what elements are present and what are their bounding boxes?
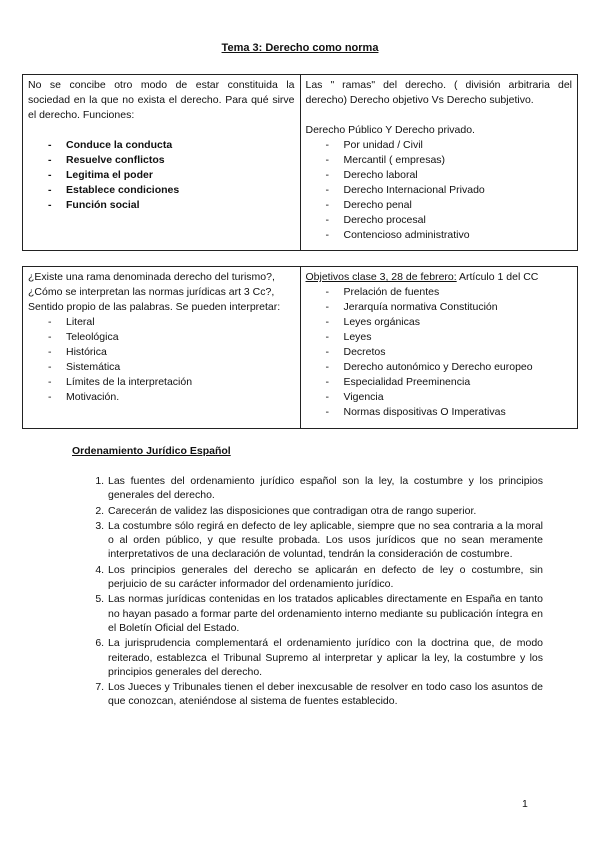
- objectives-heading-rest: Artículo 1 del CC: [456, 271, 539, 283]
- functions-intro: No se concibe otro modo de estar constituida la sociedad en la que no exista el derecho. Para qué sirve el derecho. Funciones:: [28, 79, 295, 121]
- list-item: - Vigencia: [326, 390, 573, 405]
- list-item: - Derecho procesal: [326, 213, 573, 228]
- list-item: - Límites de la interpretación: [48, 375, 295, 390]
- articles-list: [90, 474, 543, 710]
- page-number: 1: [522, 798, 528, 810]
- list-item: - Sistemática: [48, 360, 295, 375]
- list-item: - Por unidad / Civil: [326, 138, 573, 153]
- list-item: - Función social: [48, 198, 295, 213]
- list-item: - Motivación.: [48, 390, 295, 405]
- functions-list: [28, 138, 295, 213]
- interpretation-cell: [23, 267, 301, 429]
- list-item: - Mercantil ( empresas): [326, 153, 573, 168]
- article-item: 3. La costumbre sólo regirá en defecto de ley aplicable, siempre que no sea contraria a la moral o al orden público, y que resulte probada. Los usos jurídicos que no sean meramente interpretativos de una declaración de voluntad, tendrán la consideración de costumbre.: [107, 519, 543, 562]
- list-item: - Contencioso administrativo: [326, 228, 573, 243]
- list-item: - Leyes orgánicas: [326, 315, 573, 330]
- objectives-heading: [306, 270, 573, 285]
- list-item: - Especialidad Preeminencia: [326, 375, 573, 390]
- list-item: - Derecho autonómico y Derecho europeo: [326, 360, 573, 375]
- list-item: - Literal: [48, 315, 295, 330]
- list-item: - Derecho laboral: [326, 168, 573, 183]
- page-title: Tema 3: Derecho como norma: [221, 42, 379, 54]
- list-item: - Leyes: [326, 330, 573, 345]
- article-item: 2. Carecerán de validez las disposiciones que contradigan otra de rango superior.: [107, 504, 543, 518]
- list-item: - Legitima el poder: [48, 168, 295, 183]
- list-item: - Conduce la conducta: [48, 138, 295, 153]
- list-item: - Histórica: [48, 345, 295, 360]
- public-private-heading: Derecho Público Y Derecho privado.: [305, 124, 475, 136]
- article-item: 7. Los Jueces y Tribunales tienen el deber inexcusable de resolver en todo caso los asuntos de que conozcan, ateniéndose al sistema de fuentes establecido.: [107, 680, 543, 709]
- interpretation-list: [28, 315, 295, 405]
- article-item: 6. La jurisprudencia complementará el ordenamiento jurídico con la doctrina que, de modo reiterado, establezca el Tribunal Supremo al interpretar y aplicar la ley, la costumbre y los principios generales del derecho.: [107, 636, 543, 679]
- branches-intro: Las " ramas" del derecho. ( división arbitraria del derecho) Derecho objetivo Vs Derecho subjetivo.: [305, 79, 572, 106]
- article-item: 4. Los principios generales del derecho se aplicarán en defecto de ley o costumbre, sin perjuicio de su carácter informador del ordenamiento jurídico.: [107, 563, 543, 592]
- list-item: - Decretos: [326, 345, 573, 360]
- interpretation-intro: ¿Existe una rama denominada derecho del turismo?, ¿Cómo se interpretan las normas jurídicas art 3 Cc?, Sentido propio de las palabras. Se pueden interpretar:: [28, 271, 281, 313]
- objectives-heading-underlined: Objetivos clase 3, 28 de febrero:: [305, 271, 457, 283]
- objectives-list: [306, 285, 573, 420]
- article-item: 5. Las normas jurídicas contenidas en los tratados aplicables directamente en España en tanto no hayan pasado a formar parte del ordenamiento interno mediante su publicación íntegra en el Boletín Oficial del Estado.: [107, 592, 543, 635]
- list-item: - Teleológica: [48, 330, 295, 345]
- list-item: - Resuelve conflictos: [48, 153, 295, 168]
- functions-cell: [23, 75, 301, 251]
- list-item: - Normas dispositivas O Imperativas: [326, 405, 573, 420]
- objectives-cell: [300, 267, 578, 429]
- list-item: - Prelación de fuentes: [326, 285, 573, 300]
- list-item: - Establece condiciones: [48, 183, 295, 198]
- branches-list: [306, 138, 573, 243]
- section-title: Ordenamiento Jurídico Español: [72, 445, 231, 457]
- article-item: 1. Las fuentes del ordenamiento jurídico español son la ley, la costumbre y los principios generales del derecho.: [107, 474, 543, 503]
- interpretation-objectives-table: [22, 266, 578, 429]
- functions-branches-table: [22, 74, 578, 251]
- list-item: - Jerarquía normativa Constitución: [326, 300, 573, 315]
- branches-cell: [300, 75, 578, 251]
- list-item: - Derecho Internacional Privado: [326, 183, 573, 198]
- list-item: - Derecho penal: [326, 198, 573, 213]
